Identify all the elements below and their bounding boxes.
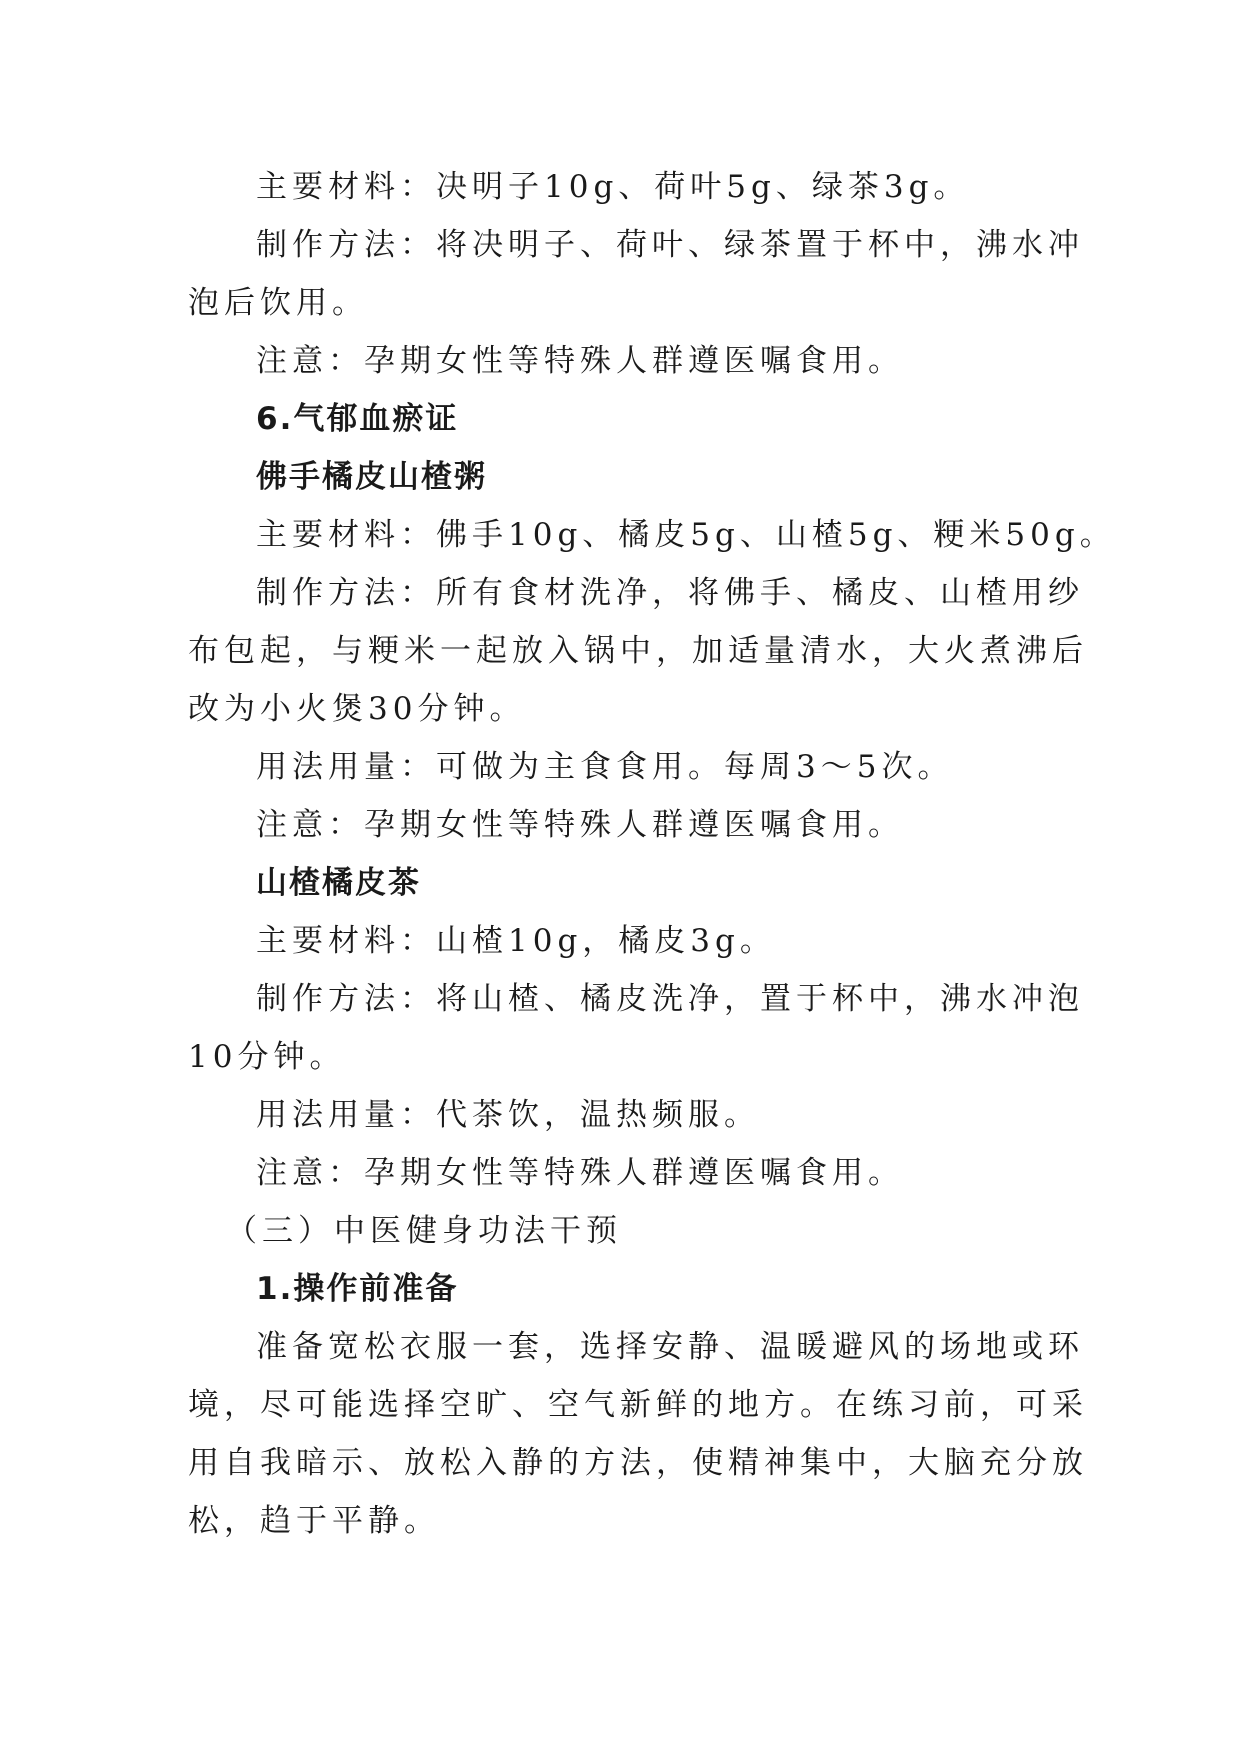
method-line-continued: 泡后饮用。 — [188, 285, 368, 321]
section-heading: 6.气郁血瘀证 — [256, 401, 459, 437]
usage-line: 用法用量：可做为主食食用。每周3～5次。 — [256, 749, 954, 785]
ingredients-line: 主要材料：佛手10g、橘皮5g、山楂5g、粳米50g。 — [256, 517, 1116, 553]
caution-line: 注意：孕期女性等特殊人群遵医嘱食用。 — [256, 343, 904, 379]
ingredients-line: 主要材料：决明子10g、荷叶5g、绿茶3g。 — [256, 169, 970, 205]
paragraph-line: 准备宽松衣服一套，选择安静、温暖避风的场地或环 — [256, 1329, 1084, 1365]
caution-line: 注意：孕期女性等特殊人群遵医嘱食用。 — [256, 1155, 904, 1191]
chapter-heading: （三）中医健身功法干预 — [226, 1213, 622, 1249]
paragraph-line: 境，尽可能选择空旷、空气新鲜的地方。在练习前，可采 — [188, 1387, 1088, 1423]
method-line: 制作方法：将山楂、橘皮洗净，置于杯中，沸水冲泡 — [256, 981, 1084, 1017]
method-line-continued: 改为小火煲30分钟。 — [188, 691, 526, 727]
recipe-title: 山楂橘皮茶 — [256, 865, 421, 901]
recipe-title: 佛手橘皮山楂粥 — [256, 459, 487, 495]
document-page — [188, 158, 1116, 1550]
caution-line: 注意：孕期女性等特殊人群遵医嘱食用。 — [256, 807, 904, 843]
method-line: 制作方法：所有食材洗净，将佛手、橘皮、山楂用纱 — [256, 575, 1084, 611]
ingredients-line: 主要材料：山楂10g，橘皮3g。 — [256, 923, 776, 959]
method-line: 制作方法：将决明子、荷叶、绿茶置于杯中，沸水冲 — [256, 227, 1084, 263]
subsection-heading: 1.操作前准备 — [256, 1271, 459, 1307]
usage-line: 用法用量：代茶饮，温热频服。 — [256, 1097, 760, 1133]
method-line-continued: 布包起，与粳米一起放入锅中，加适量清水，大火煮沸后 — [188, 633, 1088, 669]
paragraph-line: 松，趋于平静。 — [188, 1503, 440, 1539]
paragraph-line: 用自我暗示、放松入静的方法，使精神集中，大脑充分放 — [188, 1445, 1088, 1481]
method-line-continued: 10分钟。 — [188, 1039, 346, 1075]
